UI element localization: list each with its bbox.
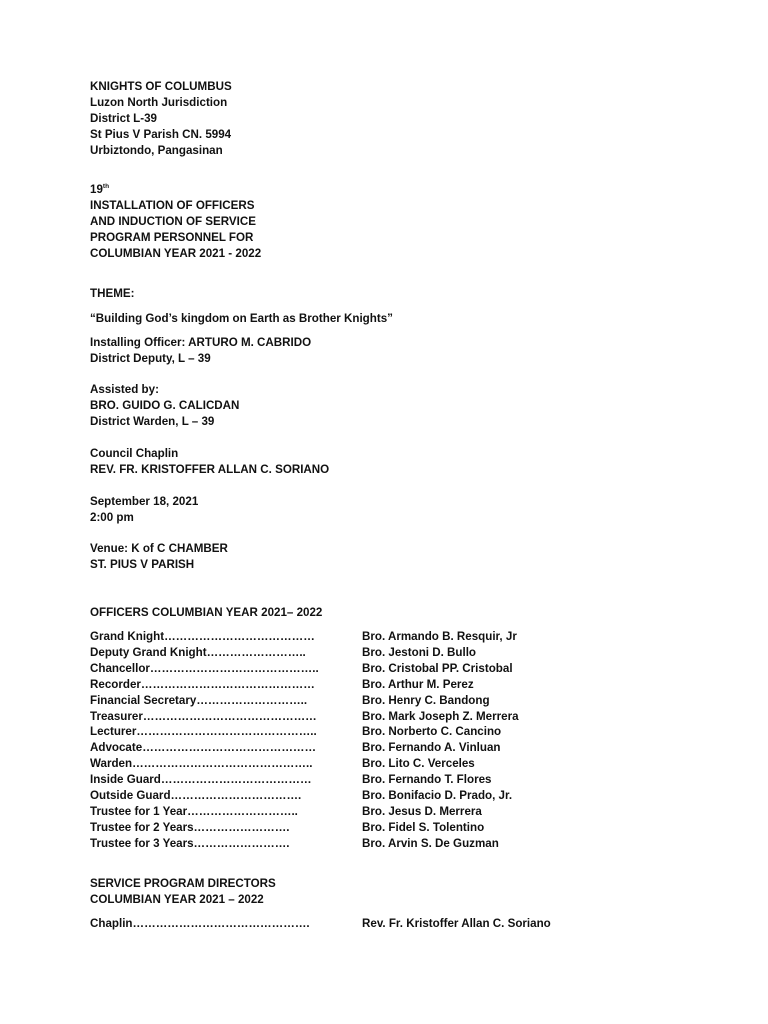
officer-position: Trustee for 1 Year………………………..: [90, 804, 298, 818]
officer-position: Inside Guard…………………………………: [90, 773, 312, 787]
title-line-1: INSTALLATION OF OFFICERS: [90, 198, 255, 212]
theme-label: THEME:: [90, 287, 135, 300]
installing-officer-title: District Deputy, L – 39: [90, 351, 211, 365]
assisted-label: Assisted by:: [90, 383, 159, 396]
installing-officer-name: Installing Officer: ARTURO M. CABRIDO: [90, 336, 312, 349]
officer-position: Financial Secretary………………………..: [90, 693, 308, 707]
officer-name: Bro. Arvin S. De Guzman: [362, 836, 499, 850]
list-item: [90, 724, 730, 740]
officer-position: Recorder………………………………………: [90, 677, 315, 691]
list-item: [90, 645, 730, 661]
officer-position: Warden………………………………………..: [90, 757, 313, 771]
officer-name: Bro. Fernando A. Vinluan: [362, 741, 501, 755]
venue-line-1: Venue: K of C CHAMBER: [90, 542, 228, 555]
director-name: Rev. Fr. Kristoffer Allan C. Soriano: [362, 917, 551, 930]
assisted-title: District Warden, L – 39: [90, 414, 215, 428]
officer-position: Grand Knight…………………………………: [90, 630, 315, 643]
list-item: [90, 693, 730, 709]
list-item: [90, 836, 730, 852]
list-item: [90, 709, 730, 725]
org-name: KNIGHTS OF COLUMBUS: [90, 80, 232, 93]
list-item: [90, 788, 730, 804]
officer-position: Deputy Grand Knight……………………..: [90, 645, 306, 659]
installation-number: 19th: [90, 183, 110, 196]
list-item: [90, 820, 730, 836]
list-item: [90, 916, 730, 932]
title-line-3: PROGRAM PERSONNEL FOR: [90, 230, 254, 244]
assisted-by: [90, 382, 239, 430]
installing-officer: [90, 335, 311, 367]
officer-name: Bro. Norberto C. Cancino: [362, 725, 502, 739]
officers-heading: OFFICERS COLUMBIAN YEAR 2021– 2022: [90, 606, 323, 619]
service-heading-line-2: COLUMBIAN YEAR 2021 – 2022: [90, 892, 264, 906]
officer-position: Outside Guard…………………………….: [90, 789, 302, 802]
theme-quote: “Building God’s kingdom on Earth as Brother Knights”: [90, 312, 393, 325]
event-time: 2:00 pm: [90, 510, 134, 524]
title-line-4: COLUMBIAN YEAR 2021 - 2022: [90, 246, 262, 260]
list-item: [90, 756, 730, 772]
service-heading-line-1: SERVICE PROGRAM DIRECTORS: [90, 877, 276, 890]
officer-name: Bro. Arthur M. Perez: [362, 677, 474, 691]
district: District L-39: [90, 111, 158, 125]
officer-name: Bro. Bonifacio D. Prado, Jr.: [362, 789, 513, 802]
venue: [90, 541, 228, 573]
list-item: [90, 677, 730, 693]
parish: St Pius V Parish CN. 5994: [90, 127, 232, 141]
officer-name: Bro. Armando B. Resquir, Jr: [362, 630, 517, 643]
officer-position: Trustee for 2 Years…………………….: [90, 820, 290, 834]
officer-name: Bro. Jestoni D. Bullo: [362, 645, 477, 659]
chaplin-label: Council Chaplin: [90, 447, 179, 460]
chaplin-name: REV. FR. KRISTOFFER ALLAN C. SORIANO: [90, 462, 330, 476]
list-item: [90, 804, 730, 820]
list-item: [90, 772, 730, 788]
officer-position: Trustee for 3 Years…………………….: [90, 836, 290, 850]
service-heading: [90, 876, 276, 908]
schedule: [90, 494, 198, 526]
director-position: Chaplin……………………………………….: [90, 917, 310, 930]
assisted-name: BRO. GUIDO G. CALICDAN: [90, 398, 240, 412]
location: Urbiztondo, Pangasinan: [90, 143, 223, 157]
jurisdiction: Luzon North Jurisdiction: [90, 95, 228, 109]
title-line-2: AND INDUCTION OF SERVICE: [90, 214, 256, 228]
council-chaplin: [90, 446, 329, 478]
ordinal-suffix: th: [102, 183, 110, 190]
officer-name: Bro. Henry C. Bandong: [362, 693, 490, 707]
officer-position: Chancellor……………………………………..: [90, 661, 319, 675]
officer-name: Bro. Mark Joseph Z. Merrera: [362, 709, 519, 723]
organization-header: [90, 79, 232, 158]
officer-name: Bro. Fernando T. Flores: [362, 773, 492, 787]
list-item: [90, 661, 730, 677]
officer-position: Advocate………………………………………: [90, 741, 317, 755]
officer-position: Treasurer………………………………………: [90, 709, 317, 723]
officer-name: Bro. Cristobal PP. Cristobal: [362, 661, 513, 675]
installation-title: [90, 182, 261, 261]
officer-name: Bro. Lito C. Verceles: [362, 757, 475, 771]
venue-line-2: ST. PIUS V PARISH: [90, 557, 195, 571]
list-item: [90, 740, 730, 756]
officer-name: Bro. Jesus D. Merrera: [362, 804, 482, 818]
list-item: [90, 629, 730, 645]
officer-name: Bro. Fidel S. Tolentino: [362, 820, 485, 834]
officer-position: Lecturer………………………………………..: [90, 725, 317, 739]
event-date: September 18, 2021: [90, 495, 199, 508]
